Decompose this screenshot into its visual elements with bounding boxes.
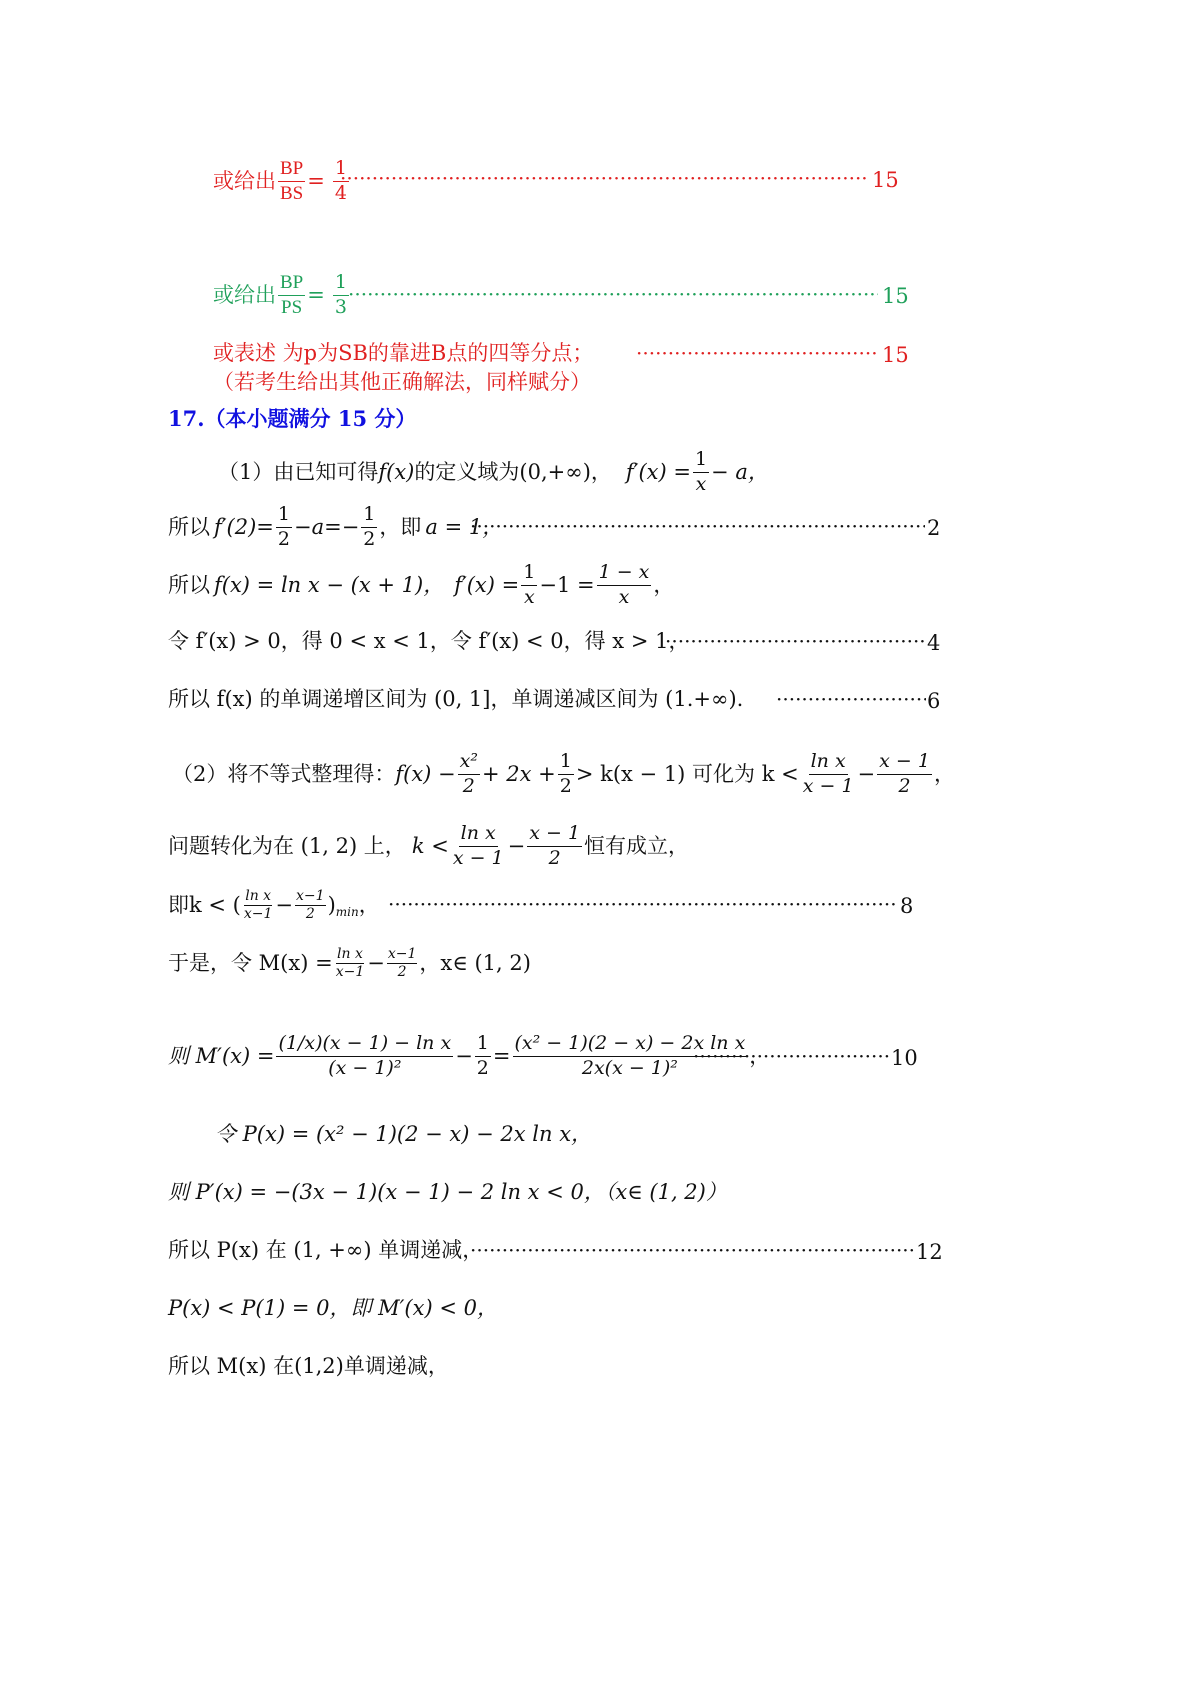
numerator: x − 1 bbox=[527, 824, 582, 847]
fraction bbox=[693, 447, 709, 495]
denominator: 2 bbox=[898, 774, 911, 797]
math: + 2x + bbox=[482, 761, 556, 786]
numerator: 1 bbox=[521, 563, 537, 586]
fraction bbox=[295, 889, 326, 921]
denominator: x bbox=[618, 585, 630, 608]
subscript: min bbox=[335, 905, 359, 919]
text: （2）将不等式整理得： bbox=[172, 761, 396, 786]
note-text: （若考生给出其他正确解法，同样赋分） bbox=[213, 370, 591, 394]
math-text: 令 f′(x) > 0，得 0 < x < 1，令 f′(x) < 0，得 x > 1， bbox=[168, 629, 690, 653]
denominator: 2 bbox=[397, 963, 407, 980]
text: 恒有成立， bbox=[584, 833, 690, 858]
math: (0,+∞)， bbox=[519, 459, 612, 484]
math: −a=− bbox=[293, 514, 360, 539]
fraction bbox=[361, 502, 377, 550]
line-a-equals-1 bbox=[168, 501, 503, 553]
numerator: 1 bbox=[276, 505, 292, 528]
score-15: 15 bbox=[882, 343, 909, 367]
question-17-heading bbox=[168, 408, 416, 429]
statement-text: 或表述 为p为SB的靠进B点的四等分点； bbox=[213, 341, 594, 365]
math: f(x) − bbox=[395, 761, 456, 786]
math-text: ，x∈ (1, 2) bbox=[419, 950, 531, 975]
prefix-text: 或给出 bbox=[213, 282, 276, 307]
denominator: 2 bbox=[305, 905, 315, 922]
fraction bbox=[527, 821, 582, 869]
fraction-bp-bs bbox=[278, 159, 305, 204]
fraction bbox=[458, 749, 480, 797]
text: 所以 bbox=[168, 572, 210, 597]
text: 所以 bbox=[168, 514, 210, 539]
text: ， bbox=[933, 761, 955, 786]
line-monotonic-intervals bbox=[168, 689, 743, 710]
score-15: 15 bbox=[882, 284, 909, 308]
math: f(x) = ln x − (x + 1)， bbox=[214, 572, 445, 597]
line-p-negative bbox=[168, 1298, 498, 1319]
denominator: 2 bbox=[548, 846, 561, 869]
leader-dots bbox=[348, 282, 878, 306]
math-text: 于是，令 M(x) = bbox=[168, 950, 333, 975]
leader-dots bbox=[665, 629, 925, 653]
denominator: (x − 1)² bbox=[328, 1056, 402, 1079]
score-6: 6 bbox=[927, 689, 941, 713]
numerator: ln x bbox=[245, 887, 272, 904]
fraction-value bbox=[333, 270, 349, 318]
line-inequality bbox=[172, 746, 955, 802]
math: −1 = bbox=[539, 572, 595, 597]
math-text: 令 P(x) = (x² − 1)(2 − x) − 2x ln x， bbox=[215, 1122, 593, 1146]
fraction bbox=[387, 947, 418, 979]
text: ， bbox=[358, 892, 380, 917]
numerator: 1 bbox=[475, 1034, 491, 1057]
math-text: 所以 P(x) 在 (1, +∞) 单调递减， bbox=[168, 1238, 484, 1262]
math-text: P(x) < P(1) = 0，即 M′(x) < 0， bbox=[168, 1296, 498, 1320]
text: ， bbox=[653, 572, 675, 597]
fraction bbox=[243, 889, 274, 921]
score-10: 10 bbox=[891, 1046, 918, 1070]
text: 问题转化为在 (1, 2) 上， bbox=[168, 833, 406, 858]
fraction bbox=[451, 821, 506, 869]
line-define-m bbox=[168, 942, 531, 984]
line-problem-transform bbox=[168, 818, 689, 874]
numerator: 1 bbox=[693, 450, 709, 473]
fraction bbox=[801, 749, 856, 797]
equals: = bbox=[307, 282, 325, 307]
leader-dots bbox=[636, 341, 878, 365]
denominator: x bbox=[523, 585, 535, 608]
fraction bbox=[276, 1031, 453, 1079]
line-m-derivative bbox=[168, 1020, 770, 1092]
fraction-bp-ps bbox=[278, 273, 305, 318]
text: ， bbox=[749, 1043, 771, 1068]
leader-dots bbox=[470, 514, 925, 538]
leader-dots bbox=[388, 892, 898, 916]
line-define-p bbox=[215, 1124, 592, 1145]
numerator: (x² − 1)(2 − x) − 2x ln x bbox=[513, 1034, 748, 1057]
fraction bbox=[521, 560, 537, 608]
denominator: 2x(x − 1)² bbox=[581, 1056, 678, 1079]
numerator: x−1 bbox=[296, 887, 325, 904]
math: f′(x) = bbox=[454, 572, 520, 597]
denominator: x − 1 bbox=[802, 774, 854, 797]
math-text: 则 P′(x) = −(3x − 1)(x − 1) − 2 ln x < 0，（x∈ (1, 2)） bbox=[168, 1180, 727, 1204]
math-text: 所以 f(x) 的单调递增区间为 (0, 1]，单调递减区间为 (1.+∞). bbox=[168, 687, 744, 711]
line-alternate-note bbox=[213, 372, 591, 393]
leader-dots bbox=[693, 1044, 889, 1068]
math: − a， bbox=[711, 459, 769, 484]
math: ) bbox=[327, 892, 336, 917]
leader-dots bbox=[470, 1238, 914, 1262]
fraction bbox=[276, 502, 292, 550]
denominator: x − 1 bbox=[452, 846, 504, 869]
line-p-derivative bbox=[168, 1182, 727, 1203]
denominator: 2 bbox=[559, 774, 572, 797]
math: − bbox=[507, 833, 526, 858]
math: f′(x) = bbox=[625, 459, 691, 484]
leader-dots bbox=[340, 166, 868, 190]
numerator: BP bbox=[278, 273, 305, 296]
line-domain bbox=[218, 446, 769, 498]
math: = bbox=[492, 1043, 511, 1068]
numerator: 1 − x bbox=[597, 563, 652, 586]
denominator: PS bbox=[281, 296, 303, 318]
text: （1）由已知可得 bbox=[218, 459, 379, 484]
numerator: 1 bbox=[558, 752, 574, 775]
denominator: x−1 bbox=[335, 963, 365, 980]
math: f(x) bbox=[378, 459, 415, 484]
math: k < bbox=[411, 833, 449, 858]
fraction bbox=[558, 749, 574, 797]
line-bp-bs bbox=[213, 156, 351, 206]
numerator: 1 bbox=[333, 273, 349, 296]
line-min-condition bbox=[168, 884, 380, 926]
line-m-decreasing bbox=[168, 1356, 449, 1377]
line-f-derivative bbox=[168, 559, 674, 611]
denominator: 2 bbox=[277, 527, 290, 550]
math: − bbox=[857, 761, 876, 786]
math: f′(2)= bbox=[214, 514, 274, 539]
math-text: 则 M′(x) = bbox=[168, 1043, 275, 1068]
line-p-decreasing bbox=[168, 1240, 483, 1261]
prefix-text: 或给出 bbox=[213, 168, 276, 193]
denominator: 2 bbox=[462, 774, 475, 797]
denominator: x bbox=[695, 472, 707, 495]
numerator: x − 1 bbox=[877, 752, 932, 775]
denominator: 2 bbox=[476, 1056, 489, 1079]
score-12: 12 bbox=[916, 1240, 943, 1264]
score-15: 15 bbox=[872, 168, 899, 192]
math: − bbox=[455, 1043, 473, 1068]
numerator: x−1 bbox=[387, 945, 417, 962]
numerator: (1/x)(x − 1) − ln x bbox=[276, 1034, 453, 1057]
fraction bbox=[877, 749, 932, 797]
heading-text: 17.（本小题满分 15 分） bbox=[168, 406, 417, 431]
line-quarter-point bbox=[213, 343, 593, 364]
line-bp-ps bbox=[213, 270, 351, 320]
numerator: 1 bbox=[361, 505, 377, 528]
math-text: 所以 M(x) 在(1,2)单调递减， bbox=[168, 1354, 449, 1378]
fraction bbox=[475, 1031, 491, 1079]
score-8: 8 bbox=[900, 894, 914, 918]
numerator: 1 bbox=[333, 159, 349, 182]
denominator: BS bbox=[280, 182, 304, 204]
math: − bbox=[275, 892, 294, 917]
text: ，即 bbox=[379, 514, 422, 539]
numerator: BP bbox=[278, 159, 305, 182]
text: 的定义域为 bbox=[414, 459, 520, 484]
numerator: ln x bbox=[809, 752, 848, 775]
numerator: x² bbox=[458, 752, 480, 775]
denominator: 4 bbox=[334, 181, 347, 204]
score-4: 4 bbox=[927, 631, 941, 655]
score-2: 2 bbox=[927, 516, 941, 540]
math: a = 1， bbox=[425, 514, 504, 539]
numerator: ln x bbox=[459, 824, 498, 847]
equals: = bbox=[307, 168, 325, 193]
denominator: x−1 bbox=[243, 905, 273, 922]
fraction bbox=[597, 560, 652, 608]
numerator: ln x bbox=[337, 945, 363, 962]
math-text: 即k < ( bbox=[168, 892, 241, 917]
math: − bbox=[367, 950, 385, 975]
denominator: 3 bbox=[334, 295, 347, 318]
denominator: 2 bbox=[363, 527, 376, 550]
line-sign-analysis bbox=[168, 631, 689, 652]
math-text: > k(x − 1) 可化为 k < bbox=[575, 761, 799, 786]
leader-dots bbox=[776, 687, 926, 711]
fraction bbox=[335, 947, 366, 979]
